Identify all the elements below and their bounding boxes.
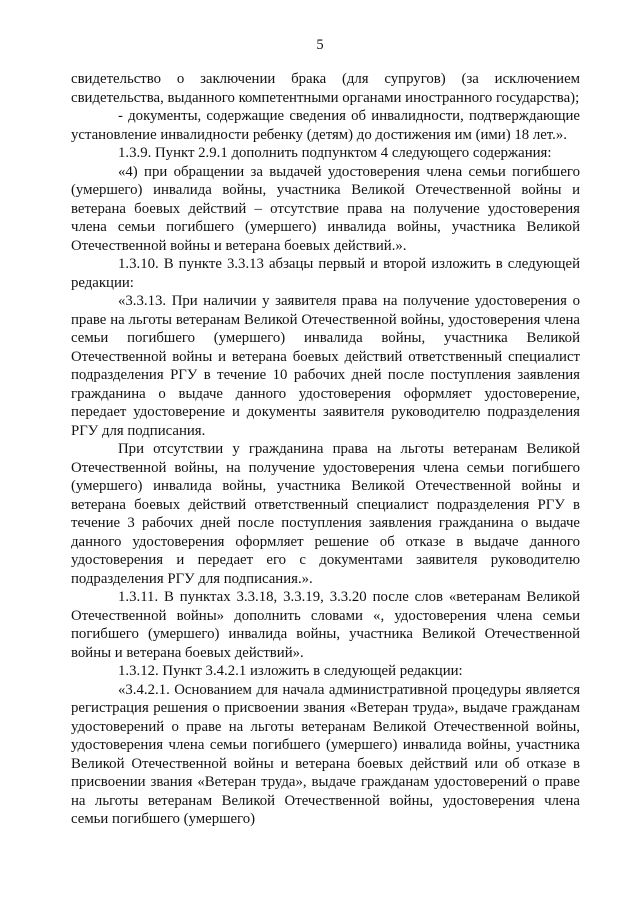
paragraph-1-3-9: 1.3.9. Пункт 2.9.1 дополнить подпунктом 4 следующего содержания: <box>118 145 552 161</box>
paragraph-3-4-2-1: «3.4.2.1. Основанием для начала административной процедуры является регистрация решения о присвоении звания «Ветеран труда», выдаче гражданам удостоверений о праве на льготы ветеранам Великой Отечественной войны, удостоверения члена семьи погибшего (умершего) инвалида войны, участника Великой Отечественной войны и ветерана боевых действий или об отказе в присвоении звания «Ветеран труда», выдаче гражданам удостоверений о праве на льготы ветеранам Великой Отечественной войны, удостоверения члена семьи погибшего (умершего) <box>71 681 580 827</box>
paragraph-3-3-13: «3.3.13. При наличии у заявителя права на получение удостоверения о праве на льготы ветеранам Великой Отечественной войны, удостоверения члена семьи погибшего (умершего) инвалида войны, участника Великой Отечественной войны и ветерана боевых действий ответственный специалист подразделения РГУ в течение 10 рабочих дней после поступления заявления гражданина о выдаче данного удостоверения оформляет удостоверение, передает удостоверение и документы заявителя руководителю подразделения РГУ для подписания. <box>71 293 580 439</box>
paragraph-refusal: При отсутствии у гражданина права на льготы ветеранам Великой Отечественной войны, на получение удостоверения члена семьи погибшего (умершего) инвалида войны, участника Великой Отечественной войны и ветерана боевых действий ответственный специалист подразделения РГУ в течение 3 рабочих дней после поступления заявления гражданина о выдаче данного удостоверения оформляет решение об отказе в выдаче данного удостоверения и передает его с документами заявителя руководителю подразделения РГУ для подписания.». <box>71 441 580 587</box>
paragraph-marriage-certificate: свидетельство о заключении брака (для супругов) (за исключением свидетельства, выданного компетентными органами иностранного государства); <box>71 71 580 106</box>
document-body <box>71 70 580 829</box>
paragraph-subclause-4: «4) при обращении за выдачей удостоверения члена семьи погибшего (умершего) инвалида войны, участника Великой Отечественной войны и ветерана боевых действий – отсутствие права на получение удостоверения члена семьи погибшего (умершего) инвалида войны, участника Великой Отечественной войны и ветерана боевых действий.». <box>71 163 580 254</box>
paragraph-disability-documents: - документы, содержащие сведения об инвалидности, подтверждающие установление инвалидности ребенку (детям) до достижения им (ими) 18 лет.». <box>71 108 580 143</box>
paragraph-1-3-10: 1.3.10. В пункте 3.3.13 абзацы первый и второй изложить в следующей редакции: <box>71 256 580 291</box>
page-number: 5 <box>316 37 324 53</box>
paragraph-1-3-11: 1.3.11. В пунктах 3.3.18, 3.3.19, 3.3.20 после слов «ветеранам Великой Отечественной войны» дополнить словами «, удостоверения члена семьи погибшего (умершего) инвалида войны, участника Великой Отечественной войны и ветерана боевых действий». <box>71 589 580 661</box>
paragraph-1-3-12: 1.3.12. Пункт 3.4.2.1 изложить в следующей редакции: <box>118 663 463 679</box>
